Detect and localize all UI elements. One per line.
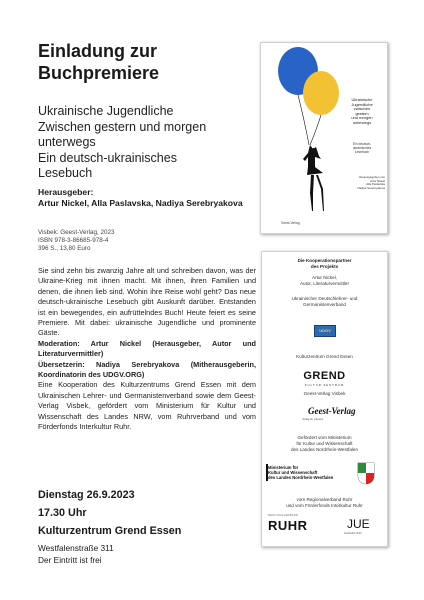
cover-subtitle-line: ukrainisches (352, 146, 372, 150)
cover-editor-line: Nadiya Serebryakova (357, 185, 385, 190)
cover-title-line: zwischen (353, 106, 371, 112)
partner-person-line: Artur Nickel, (311, 275, 337, 280)
description-text (38, 266, 256, 433)
ruhr-funding-line: und vom Förderfonds Interkultur Ruhr (286, 503, 363, 508)
publisher-text: Visbek: Geest-Verlag, 2023 (38, 229, 115, 236)
event-time: 17.30 Uhr (38, 507, 87, 519)
cover-title-line: Jugendliche (351, 101, 373, 107)
partner-association-line: Ukrainischer Deutschlehrer- und (291, 296, 358, 301)
udgv-logo: UDGV (314, 325, 336, 337)
cover-title (339, 98, 385, 126)
book-title-line: unterwegs (38, 135, 96, 149)
grend-label: Kulturzentrum Grend Essen (296, 354, 353, 359)
partners-heading-line: Die Kooperationspartner (297, 258, 352, 263)
cover-editors (333, 176, 385, 190)
ruhr-logo: RUHR (268, 518, 308, 533)
geest-logo: Geest-Verlag (308, 406, 356, 416)
cover-subtitle (339, 142, 385, 154)
editors-names: Artur Nickel, Alla Paslavska, Nadiya Serebryakova (38, 198, 243, 208)
intro-paragraph: Sie sind zehn bis zwanzig Jahre alt und schreiben davon, was der Ukraine-Krieg mit ihnen macht. Mit ihnen, ihren Familien und denen, die ihnen lieb sind. Wohin ihre Reise wohl geht? Das neue deutsch-ukrainische Lesebuch gibt Auskunft darüber. Entstanden ist ein bewegendes, ein aufrüttelndes Buch! Heute feiert es seine Premiere. Mit dabei: ukrainische Jugendliche und prominente Gäste. (38, 266, 256, 338)
grend-logo: GREND (303, 370, 346, 382)
book-title-line: Lesebuch (38, 166, 93, 180)
cover-editor-line: Herausgegeben von (358, 175, 385, 179)
cover-editor-line: Artur Nickel (370, 178, 385, 183)
cover-title-line: Ukrainische (351, 97, 373, 102)
ruhr-funding-line: vom Regionalverband Ruhr (296, 497, 353, 502)
event-date: Dienstag 26.9.2023 (38, 489, 135, 501)
geest-logo-sub: Verlag für Literatur (302, 418, 324, 421)
cover-editor-line: Alla Paslavska (366, 182, 385, 187)
event-venue: Kulturzentrum Grend Essen (38, 525, 182, 537)
partners-box (261, 251, 388, 547)
partner-person-line: Autor, Literaturvermittler (299, 281, 350, 286)
isbn-text: ISBN 978-3-86685-978-4 (38, 237, 109, 244)
ministry-line: Ministerium für (268, 465, 299, 470)
book-title-line: Zwischen gestern und morgen (38, 119, 207, 134)
balloon-string (310, 115, 321, 145)
partners-heading-line: des Projekts (310, 264, 339, 269)
partner-association (262, 296, 387, 308)
ruhr-logo-top: REGIONALVERBAND (268, 514, 299, 517)
ministry-line: des Landes Nordrhein-Westfalen (268, 475, 334, 480)
book-title (38, 104, 260, 182)
ballerina-silhouette (303, 145, 324, 211)
cover-title-line: und morgen (351, 115, 373, 121)
cover-title-line: unterwegs (352, 119, 372, 125)
ministry-logo-text (268, 465, 348, 480)
cover-title-line: gestern (355, 110, 369, 116)
page-title (38, 40, 238, 84)
cover-subtitle-line: Lesebuch (354, 150, 370, 154)
publication-info (38, 229, 258, 253)
partner-person (262, 275, 387, 287)
moderation-paragraph: Moderation: Artur Nickel (Herausgeber, Autor und Literaturvermittler) (38, 338, 256, 359)
grend-logo-sub: KULTUR ZENTRUM (304, 383, 345, 387)
ruhr-funding-text (262, 497, 387, 509)
cover-subtitle-line: Ein deutsch- (352, 142, 372, 146)
partner-association-line: Germanistenverband (303, 302, 346, 307)
event-details (38, 486, 258, 566)
partners-heading (262, 258, 387, 270)
geest-label: Geest-Verlag Visbek (303, 391, 346, 396)
nrw-coat-of-arms-icon (356, 461, 376, 485)
ministry-line: Kultur und Wissenschaft (268, 470, 318, 475)
cover-publisher: Geest-Verlag (281, 221, 300, 225)
yellow-balloon (303, 71, 339, 115)
pages-price-text: 396 S., 13,80 Euro (38, 245, 91, 252)
editors-label: Herausgeber: (38, 187, 94, 197)
book-title-line: Ukrainische Jugendliche (38, 104, 174, 118)
funding-text (262, 435, 387, 453)
jue-logo: JUE (347, 517, 370, 531)
editors-block (38, 187, 258, 209)
translation-paragraph: Übersetzerin: Nadiya Serebryakova (Mitherausgeberin, Koordinatorin des UDGV.ORG) (38, 359, 256, 380)
jue-logo-sub: Interkultur Ruhr (344, 532, 362, 535)
funding-line: des Landes Nordrhein-Westfalen (290, 447, 359, 452)
book-cover (260, 42, 388, 234)
cooperation-paragraph: Eine Kooperation des Kulturzentrums Grend Essen mit dem Ukrainischen Lehrer- und Germanistenverband sowie dem Geest-Verlag Visbek, gefördert vom Ministerium für Kultur und Wissenschaft des Landes NRW, vom Ruhrverband und vom Förderfonds Interkultur Ruhr. (38, 380, 256, 432)
title-line-1: Einladung zur (38, 41, 157, 61)
cover-illustration (261, 43, 387, 233)
event-street: Westfalenstraße 311 (38, 543, 114, 553)
event-admission: Der Eintritt ist frei (38, 555, 102, 565)
title-line-2: Buchpremiere (38, 63, 160, 83)
funding-line: Gefördert vom Ministerium (297, 435, 352, 440)
book-title-line: Ein deutsch-ukrainisches (38, 150, 177, 165)
funding-line: für Kultur und Wissenschaft (296, 441, 353, 446)
